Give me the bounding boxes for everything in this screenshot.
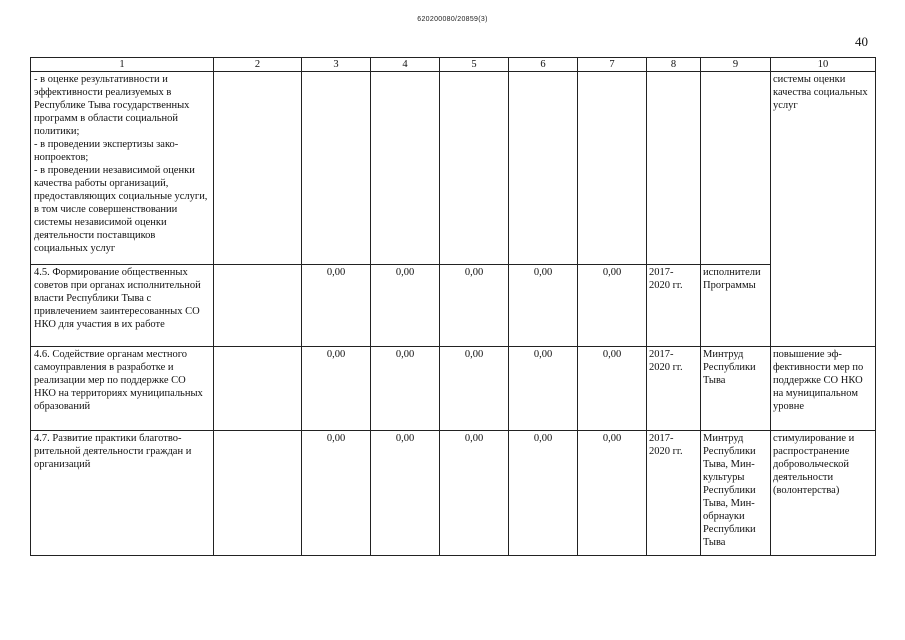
table-cell: 0,00 (371, 265, 440, 347)
page-number: 40 (855, 34, 868, 49)
table-row (31, 72, 876, 265)
table-cell: 0,00 (509, 431, 578, 556)
table-cell (509, 72, 578, 265)
table-cell (440, 72, 509, 265)
column-header: 8 (647, 58, 701, 72)
table-cell (214, 347, 302, 431)
table-cell (371, 72, 440, 265)
column-header: 5 (440, 58, 509, 72)
document-id: 620200080/20859(3) (417, 16, 488, 23)
table-cell: 0,00 (509, 265, 578, 347)
table-row (31, 431, 876, 556)
table-cell: 0,00 (578, 265, 647, 347)
table-cell: 0,00 (302, 347, 371, 431)
table-cell: 0,00 (578, 431, 647, 556)
column-header: 7 (578, 58, 647, 72)
measure-description: 4.6. Содействие органам местного самоуправления в разработке и реализации мер по поддержке СО НКО на территориях муниципальных образований (31, 347, 214, 431)
responsible-cell: Минтруд Республики Тыва (701, 347, 771, 431)
column-header: 10 (771, 58, 876, 72)
column-header: 2 (214, 58, 302, 72)
table-cell (578, 72, 647, 265)
period-cell: 2017- 2020 гг. (647, 431, 701, 556)
responsible-cell (701, 72, 771, 265)
table-row (31, 265, 876, 347)
table-cell: 0,00 (440, 347, 509, 431)
result-cell: системы оценки качества социальных услуг (771, 72, 876, 347)
table-cell (214, 72, 302, 265)
column-header: 9 (701, 58, 771, 72)
period-cell: 2017- 2020 гг. (647, 265, 701, 347)
table-cell: 0,00 (509, 347, 578, 431)
table-cell: 0,00 (302, 265, 371, 347)
table-cell: 0,00 (440, 265, 509, 347)
table-cell (214, 431, 302, 556)
table-cell (214, 265, 302, 347)
table-cell: 0,00 (371, 347, 440, 431)
column-header: 3 (302, 58, 371, 72)
result-cell: стимулирование и распространение добровольческой деятельности (волонтерства) (771, 431, 876, 556)
table-cell: 0,00 (440, 431, 509, 556)
responsible-cell: исполнители Программы (701, 265, 771, 347)
table-cell: 0,00 (302, 431, 371, 556)
column-header: 6 (509, 58, 578, 72)
program-table (30, 57, 876, 556)
column-header: 4 (371, 58, 440, 72)
period-cell: 2017- 2020 гг. (647, 347, 701, 431)
column-header: 1 (31, 58, 214, 72)
responsible-cell: Минтруд Республики Тыва, Минкультуры Республики Тыва, Минобрнауки Республики Тыва (701, 431, 771, 556)
table-cell: 0,00 (371, 431, 440, 556)
measure-description: 4.7. Развитие практики благотворительной деятельности граждан и организаций (31, 431, 214, 556)
column-header-row (31, 58, 876, 72)
result-cell: повышение эффективности мер по поддержке СО НКО на муниципальном уровне (771, 347, 876, 431)
table-row (31, 347, 876, 431)
table-cell: 0,00 (578, 347, 647, 431)
measure-description: - в оценке результативности и эффективности реализуемых в Республике Тыва государственных программ в области социальной политики; - в проведении экспертизы законопроектов; - в проведении независимой оценки качества работы организаций, предоставляющих социальные услуги, в том числе совершенствовании системы независимой оценки деятельности поставщиков социальных услуг (31, 72, 214, 265)
period-cell (647, 72, 701, 265)
measure-description: 4.5. Формирование общественных советов при органах исполнительной власти Республики Тыва с привлечением заинтересованных СО НКО для участия в их работе (31, 265, 214, 347)
table-cell (302, 72, 371, 265)
